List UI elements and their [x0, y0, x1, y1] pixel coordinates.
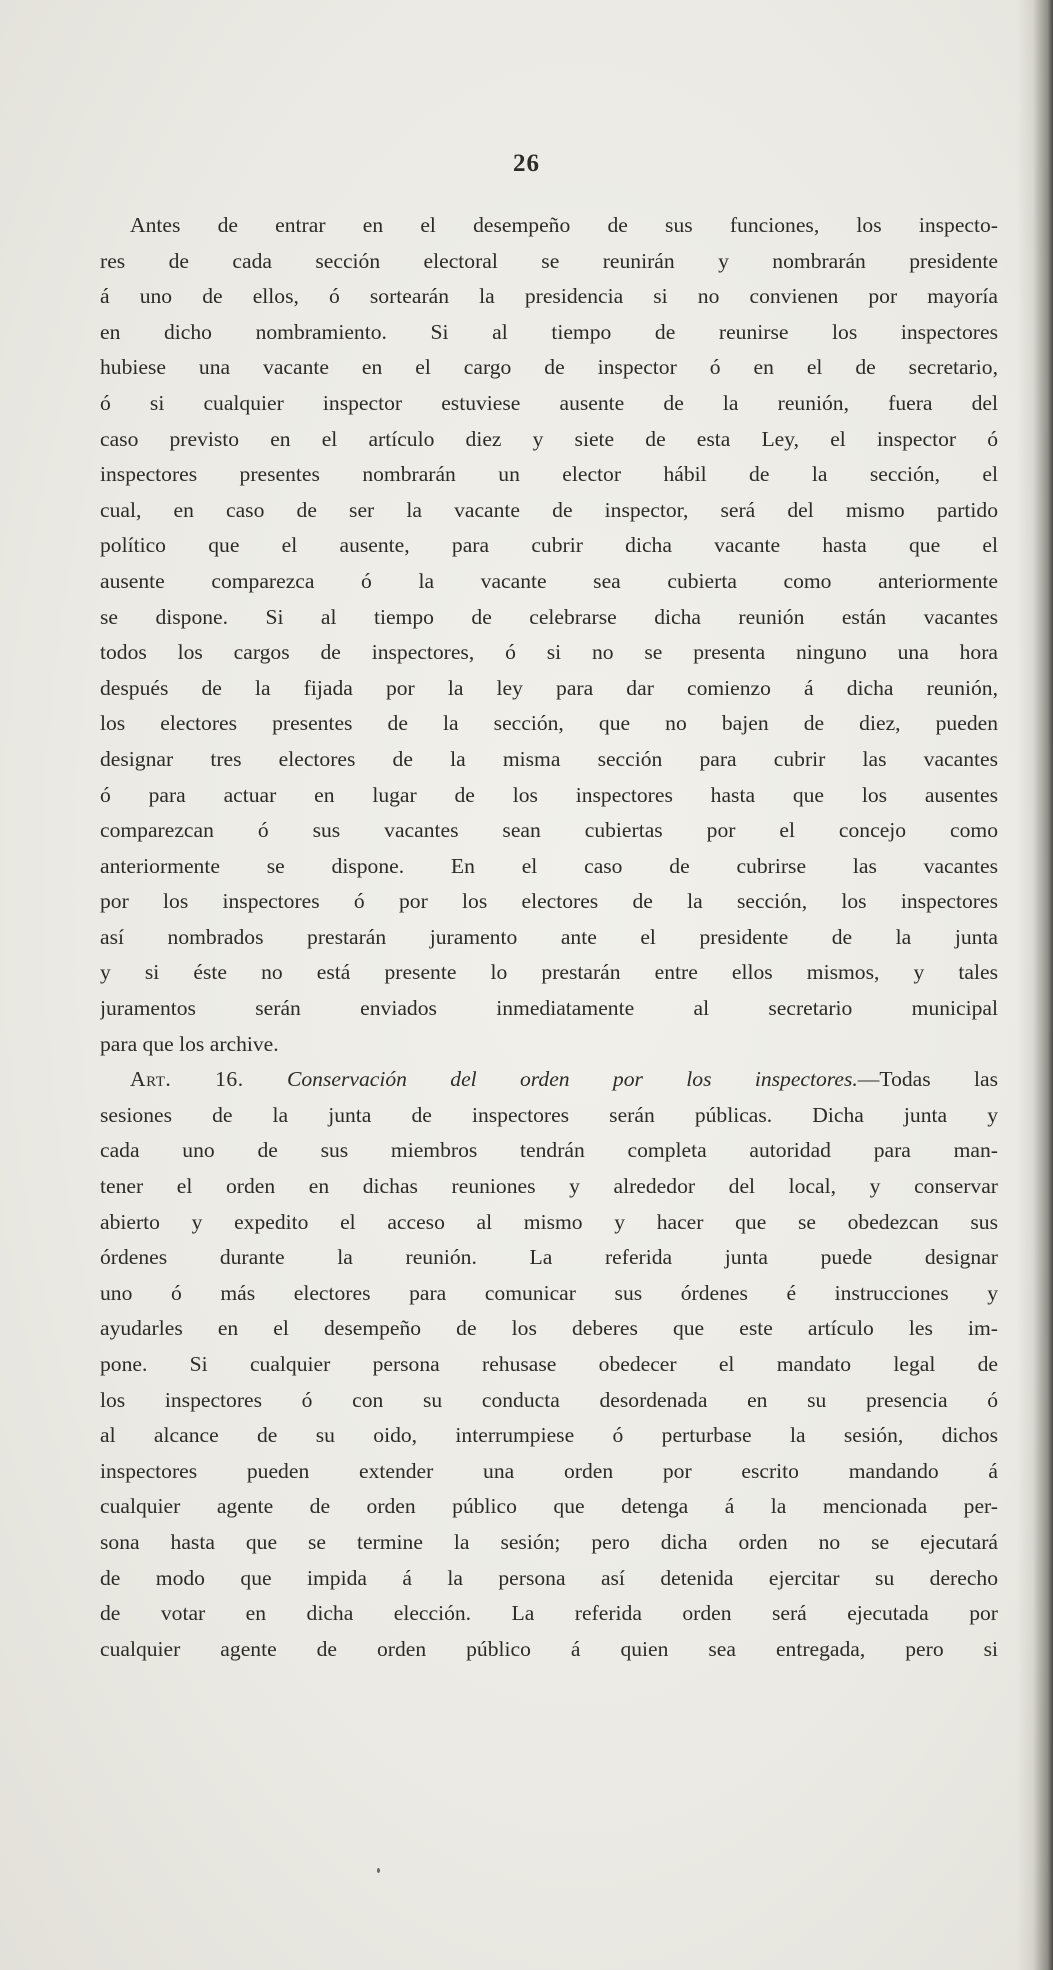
- text-line: abierto y expedito el acceso al mismo y hacer que se obedezcan sus: [100, 1209, 998, 1234]
- text-line: cual, en caso de ser la vacante de inspector, será del mismo partido: [100, 497, 998, 522]
- text-line: y si éste no está presente lo prestarán entre ellos mismos, y tales: [100, 960, 998, 985]
- text-line: los electores presentes de la sección, que no bajen de diez, pueden: [100, 711, 998, 736]
- text-line: al alcance de su oido, interrumpiese ó perturbase la sesión, dichos: [100, 1423, 998, 1448]
- text-line: sona hasta que se termine la sesión; pero dicha orden no se ejecutará: [100, 1529, 998, 1554]
- text-line: ausente comparezca ó la vacante sea cubierta como anteriormente: [100, 568, 998, 593]
- text-line: todos los cargos de inspectores, ó si no se presenta ninguno una hora: [100, 640, 998, 665]
- text-line: ó para actuar en lugar de los inspectores hasta que los ausentes: [100, 782, 998, 807]
- text-line: inspectores pueden extender una orden por escrito mandando á: [100, 1458, 998, 1483]
- text-line: cualquier agente de orden público que detenga á la mencionada per-: [100, 1494, 998, 1519]
- text-line: anteriormente se dispone. En el caso de cubrirse las vacantes: [100, 853, 998, 878]
- text-line: así nombrados prestarán juramento ante el presidente de la junta: [100, 924, 998, 949]
- text-line: cualquier agente de orden público á quien sea entregada, pero si: [100, 1636, 998, 1661]
- text-line: los inspectores ó con su conducta desordenada en su presencia ó: [100, 1387, 998, 1412]
- text-line: ayudarles en el desempeño de los deberes que este artículo les im-: [100, 1316, 998, 1341]
- text-line: Antes de entrar en el desempeño de sus funciones, los inspecto-: [130, 213, 998, 237]
- text-line: para que los archive.: [100, 1031, 279, 1056]
- text-line: juramentos serán enviados inmediatamente al secretario municipal: [100, 996, 998, 1021]
- page-number: 26: [513, 150, 540, 177]
- article-first-line-rest: —Todas las: [857, 1067, 998, 1092]
- text-line: uno ó más electores para comunicar sus órdenes é instrucciones y: [100, 1280, 998, 1305]
- article-label: Art. 16.: [130, 1067, 244, 1092]
- binding-edge-shadow: [1017, 0, 1053, 1970]
- text-line: hubiese una vacante en el cargo de inspector ó en el de secretario,: [100, 355, 998, 380]
- text-line: designar tres electores de la misma sección para cubrir las vacantes: [100, 746, 998, 771]
- text-line: inspectores presentes nombrarán un elector hábil de la sección, el: [100, 462, 998, 487]
- text-line: se dispone. Si al tiempo de celebrarse dicha reunión están vacantes: [100, 604, 998, 629]
- text-line: cada uno de sus miembros tendrán completa autoridad para man-: [100, 1138, 998, 1163]
- text-line: después de la fijada por la ley para dar comienzo á dicha reunión,: [100, 675, 998, 700]
- text-line: órdenes durante la reunión. La referida junta puede designar: [100, 1245, 998, 1270]
- article-16: [100, 1062, 998, 1667]
- text-line: tener el orden en dichas reuniones y alrededor del local, y conservar: [100, 1174, 998, 1199]
- text-line: pone. Si cualquier persona rehusase obedecer el mandato legal de: [100, 1352, 998, 1376]
- text-line: de modo que impida á la persona así detenida ejercitar su derecho: [100, 1565, 998, 1590]
- text-line: res de cada sección electoral se reunirán y nombrarán presidente: [100, 248, 998, 273]
- text-line: por los inspectores ó por los electores de la sección, los inspectores: [100, 889, 998, 914]
- text-line: sesiones de la junta de inspectores serán públicas. Dicha junta y: [100, 1102, 998, 1127]
- paper-speck: [377, 1868, 380, 1873]
- text-line: en dicho nombramiento. Si al tiempo de reunirse los inspectores: [100, 319, 998, 344]
- text-line: ó si cualquier inspector estuviese ausente de la reunión, fuera del: [100, 390, 998, 415]
- paragraph-inspectors-meeting: [100, 208, 998, 1062]
- article-heading: Conservación del orden por los inspectores.: [286, 1067, 858, 1092]
- text-line: de votar en dicha elección. La referida orden será ejecutada por: [100, 1601, 998, 1626]
- body-text: [100, 208, 998, 1667]
- text-line: político que el ausente, para cubrir dicha vacante hasta que el: [100, 533, 998, 558]
- text-line: comparezcan ó sus vacantes sean cubiertas por el concejo como: [100, 818, 998, 843]
- article-16-first-line: [100, 1062, 998, 1098]
- text-line: á uno de ellos, ó sortearán la presidencia si no convienen por mayoría: [100, 284, 998, 309]
- text-line: caso previsto en el artículo diez y siete de esta Ley, el inspector ó: [100, 426, 998, 451]
